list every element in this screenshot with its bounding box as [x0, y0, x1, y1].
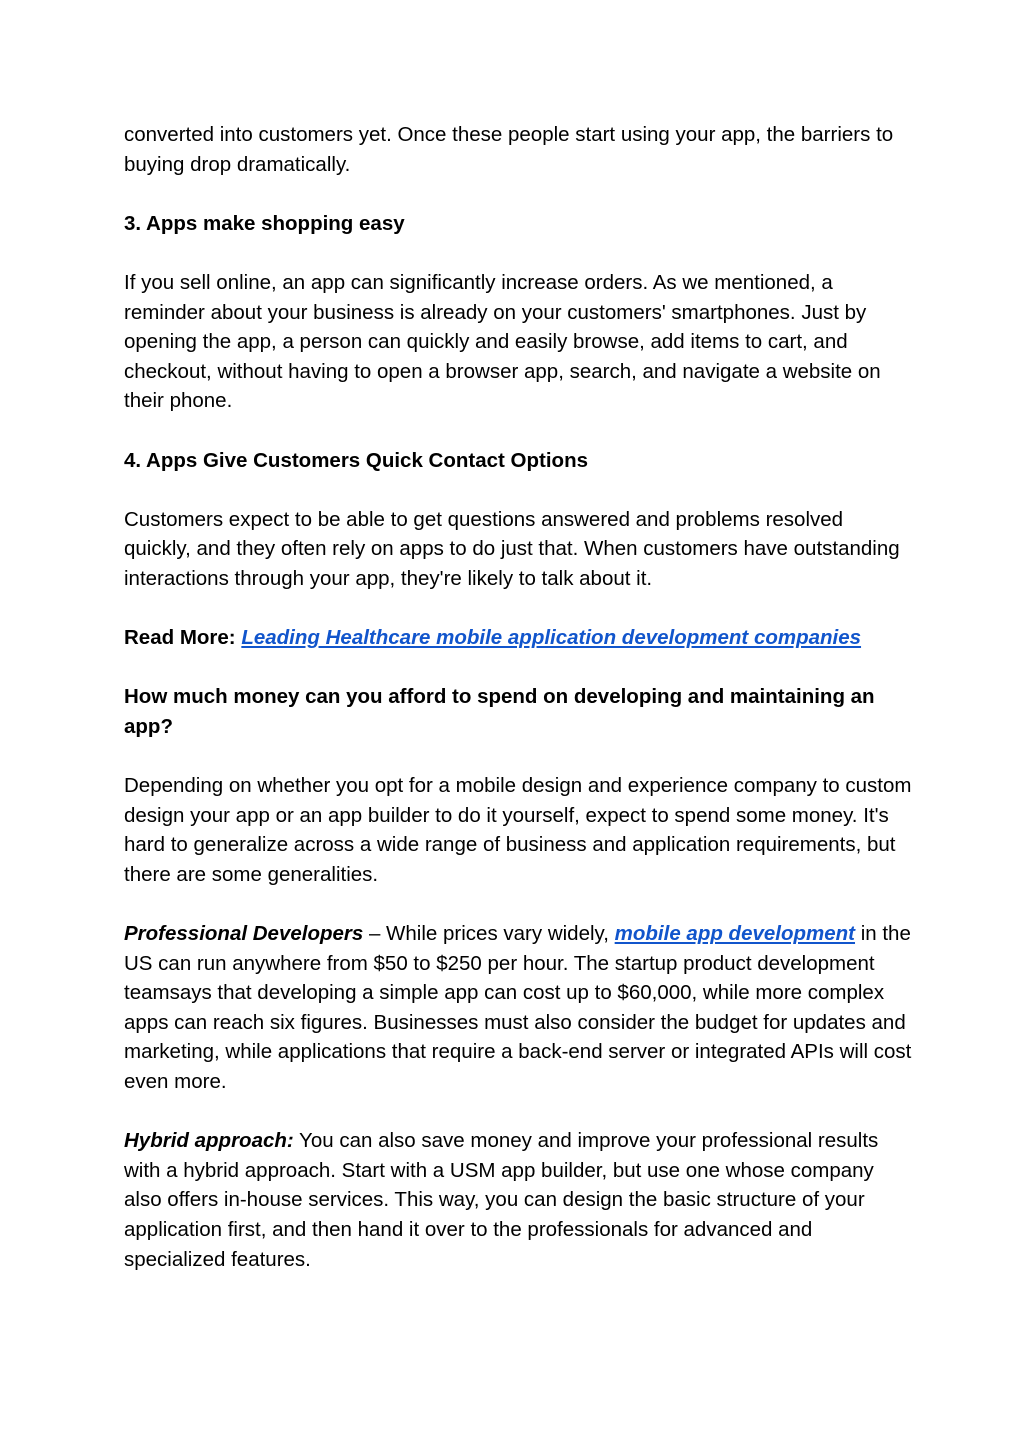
professional-text-before-link: – While prices vary widely, [363, 922, 615, 946]
heading-quick-contact-options: 4. Apps Give Customers Quick Contact Options [124, 448, 588, 472]
hybrid-approach-text: You can also save money and improve your professional results with a hybrid approach. Start with a USM app builder, but use one whose company also offers in-house services. This way, you can design the basic structure of your application first, and then hand it over to the professionals for advanced and specialized features. [124, 1129, 879, 1271]
contact-paragraph: Customers expect to be able to get questions answered and problems resolved quickly, and they often rely on apps to do just that. When customers have outstanding interactions through your app, they're likely to talk about it. [124, 507, 900, 590]
heading-budget-question: How much money can you afford to spend on developing and maintaining an app? [124, 685, 875, 738]
heading-apps-make-shopping-easy: 3. Apps make shopping easy [124, 211, 405, 235]
shopping-paragraph: If you sell online, an app can significantly increase orders. As we mentioned, a reminder about your business is already on your customers' smartphones. Just by opening the app, a person can quickly and easily browse, add items to cart, and checkout, without having to open a browser app, search, and navigate a website on their phone. [124, 270, 881, 413]
professional-text-after-link: in the US can run anywhere from $50 to $250 per hour. The startup product development teamsays that developing a simple app can cost up to $60,000, while more complex apps can reach six figures. Businesses must also consider the budget for updates and marketing, while applications that require a back-end server or integrated APIs will cost even more. [124, 922, 912, 1093]
hybrid-approach-paragraph [124, 1126, 914, 1274]
professional-developers-label: Professional Developers [124, 922, 364, 946]
read-more-label: Read More: [124, 626, 242, 650]
mobile-app-development-link[interactable]: mobile app development [614, 922, 856, 946]
intro-paragraph: converted into customers yet. Once these people start using your app, the barriers to buying drop dramatically. [124, 123, 894, 176]
hybrid-approach-label: Hybrid approach: [124, 1129, 294, 1153]
document-page [124, 120, 914, 1304]
read-more-link[interactable]: Leading Healthcare mobile application development companies [241, 626, 862, 650]
budget-paragraph: Depending on whether you opt for a mobile design and experience company to custom design your app or an app builder to do it yourself, expect to spend some money. It's hard to generalize across a wide range of business and application requirements, but there are some generalities. [124, 774, 912, 886]
professional-developers-paragraph [124, 919, 914, 1097]
read-more-paragraph [124, 623, 914, 653]
